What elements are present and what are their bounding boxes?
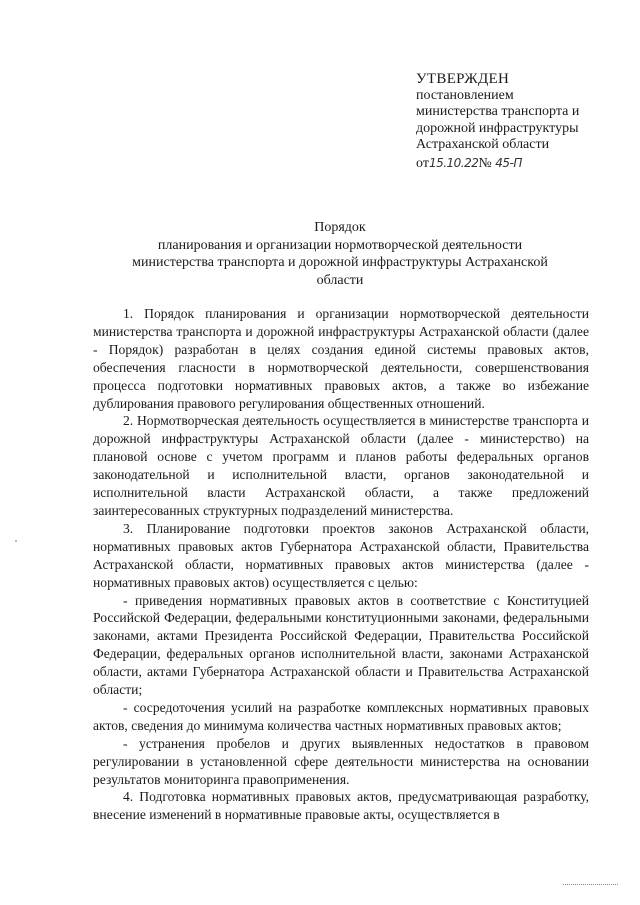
title-line-2: планирования и организации нормотворческой деятельности bbox=[157, 237, 523, 253]
handwritten-date: 15.10.22 bbox=[428, 155, 479, 170]
title-line-3: министерства транспорта и дорожной инфраструктуры Астраханской bbox=[132, 255, 548, 270]
date-prefix: от bbox=[416, 155, 429, 171]
bullet-item-2: - сосредоточения усилий на разработке комплексных нормативных правовых актов, сведения до минимума количества частных нормативных правовых актов; bbox=[93, 699, 589, 733]
scan-artifact bbox=[15, 540, 17, 542]
title-line-1: Порядок bbox=[314, 220, 366, 235]
approval-line-1: постановлением bbox=[416, 87, 514, 103]
number-prefix: № bbox=[478, 155, 492, 171]
handwritten-number: 45-П bbox=[495, 155, 522, 170]
bullet-item-1: - приведения нормативных правовых актов в соответствие с Конституцией Российской Федерации, федеральными конституционными законами, федеральными законами, актами Президента Российской Федерации, Правительства Российской Федерации, федеральных органов исполнительной власти, законами Астраханской области, актами Губернатора Астраханской области и Правительства Астраханской области; bbox=[93, 592, 589, 698]
approval-line-2: министерства транспорта и bbox=[416, 104, 580, 119]
paragraph-3: 3. Планирование подготовки проектов законов Астраханской области, нормативных правовых актов Губернатора Астраханской области, Правительства Астраханской области, нормативных правовых актов министерства (далее - нормативных правовых актов) осуществляется с целью: bbox=[93, 520, 589, 590]
bullet-item-3: - устранения пробелов и других выявленных недостатков в правовом регулировании в установленной сфере деятельности министерства на основании результатов мониторинга правоприменения. bbox=[93, 735, 589, 787]
approval-date-number bbox=[416, 155, 626, 173]
approval-line-4: Астраханской области bbox=[416, 137, 550, 152]
document-body bbox=[93, 305, 589, 824]
approval-heading: УТВЕРЖДЕН bbox=[416, 71, 510, 87]
paragraph-2: 2. Нормотворческая деятельность осуществляется в министерстве транспорта и дорожной инфраструктуры Астраханской области (далее - министерство) на плановой основе с учетом программ и планов работы федеральных органов законодательной и исполнительной власти, органов законодательной и исполнительной власти Астраханской области, а также предложений заинтересованных структурных подразделений министерства. bbox=[93, 413, 589, 518]
footer-dotted-mark bbox=[563, 884, 618, 885]
title-line-4: области bbox=[316, 272, 364, 288]
approval-line-3: дорожной инфраструктуры bbox=[416, 120, 579, 136]
paragraph-4: 4. Подготовка нормативных правовых актов, предусматривающая разработку, внесение изменений в нормативные правовые акты, осуществляется в bbox=[93, 789, 589, 823]
approval-block bbox=[416, 71, 626, 172]
document-title bbox=[100, 219, 580, 289]
paragraph-1: 1. Порядок планирования и организации нормотворческой деятельности министерства транспорта и дорожной инфраструктуры Астраханской области (далее - Порядок) разработан в целях создания единой системы правовых актов, обеспечения гласности в нормотворческой деятельности, совершенствования процесса подготовки нормативных правовых актов, а также во избежание дублирования правового регулирования общественных отношений. bbox=[93, 306, 589, 411]
